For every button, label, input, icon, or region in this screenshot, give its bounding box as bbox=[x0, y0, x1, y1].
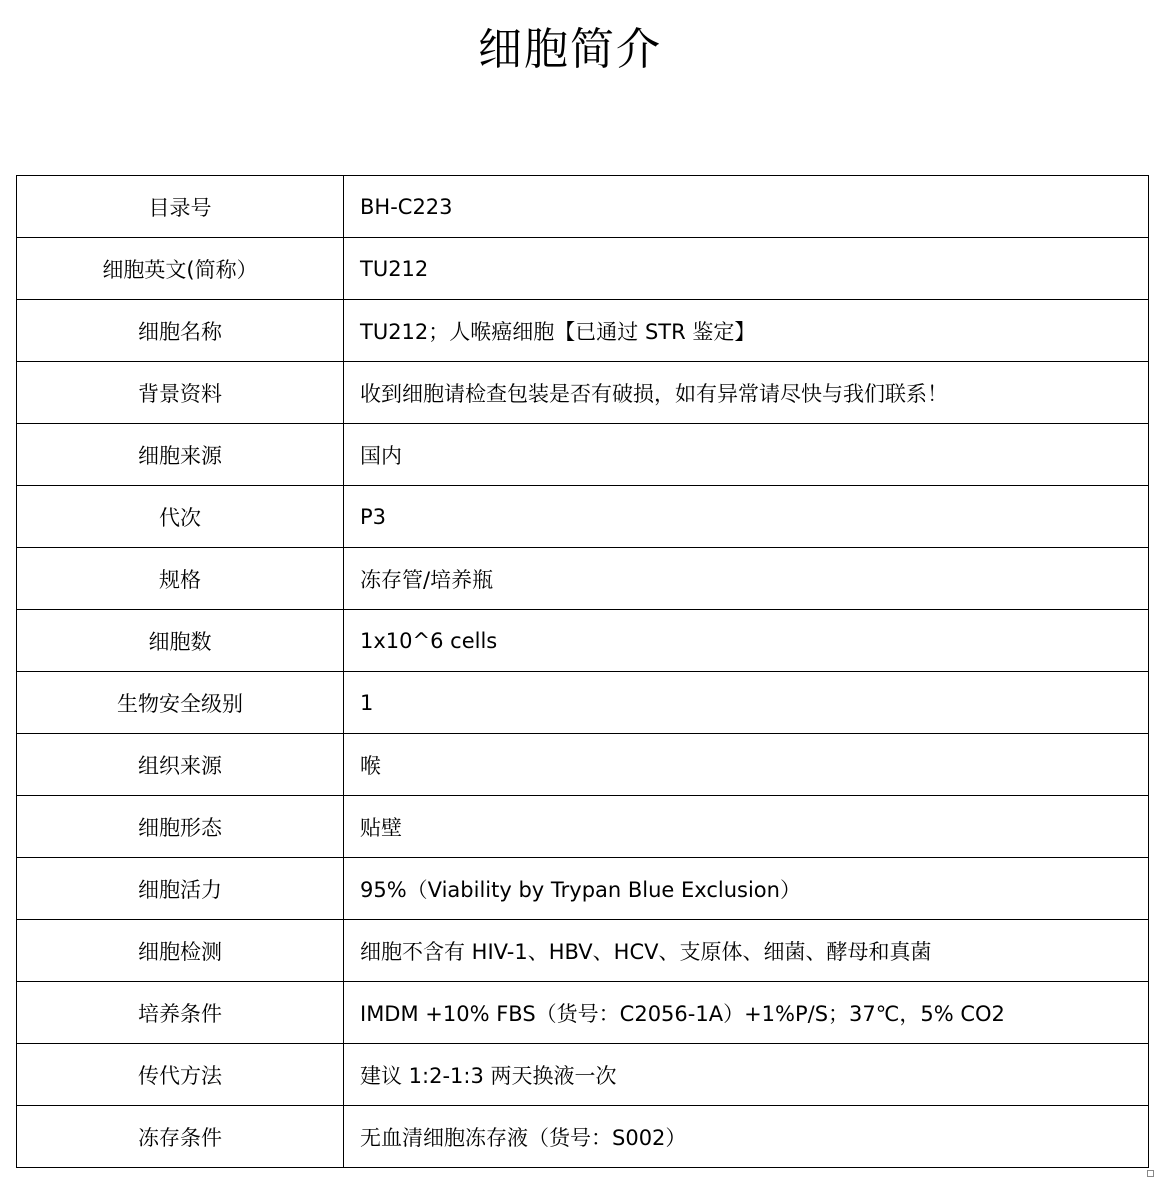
row-label: 细胞形态 bbox=[17, 796, 344, 858]
table-row-english-name bbox=[17, 238, 1149, 300]
page-title: 细胞简介 bbox=[478, 24, 662, 75]
table-row-viability bbox=[17, 858, 1149, 920]
cell-info-table bbox=[16, 175, 1149, 1168]
row-label: 细胞数 bbox=[17, 610, 344, 672]
row-value: 喉 bbox=[344, 734, 1149, 796]
row-value: BH-C223 bbox=[344, 176, 1149, 238]
row-label: 细胞英文(简称） bbox=[17, 238, 344, 300]
row-value: 建议 1:2-1:3 两天换液一次 bbox=[344, 1044, 1149, 1106]
table-resize-handle[interactable] bbox=[1147, 1170, 1154, 1177]
table-row-passage bbox=[17, 486, 1149, 548]
table-row-catalog-number bbox=[17, 176, 1149, 238]
table-row-morphology bbox=[17, 796, 1149, 858]
row-label: 培养条件 bbox=[17, 982, 344, 1044]
row-value: IMDM +10% FBS（货号：C2056-1A）+1%P/S；37℃，5% CO2 bbox=[344, 982, 1149, 1044]
row-label: 组织来源 bbox=[17, 734, 344, 796]
row-label: 目录号 bbox=[17, 176, 344, 238]
row-value: 无血清细胞冻存液（货号：S002） bbox=[344, 1106, 1149, 1168]
table-row-cell-name bbox=[17, 300, 1149, 362]
row-value: P3 bbox=[344, 486, 1149, 548]
row-value: 国内 bbox=[344, 424, 1149, 486]
row-label: 生物安全级别 bbox=[17, 672, 344, 734]
row-value: 收到细胞请检查包装是否有破损，如有异常请尽快与我们联系！ bbox=[344, 362, 1149, 424]
table-row-culture-conditions bbox=[17, 982, 1149, 1044]
row-value: 贴壁 bbox=[344, 796, 1149, 858]
row-label: 细胞活力 bbox=[17, 858, 344, 920]
row-label: 细胞检测 bbox=[17, 920, 344, 982]
table-row-tissue-source bbox=[17, 734, 1149, 796]
table-row-freezing-conditions bbox=[17, 1106, 1149, 1168]
row-label: 背景资料 bbox=[17, 362, 344, 424]
row-label: 代次 bbox=[17, 486, 344, 548]
row-label: 冻存条件 bbox=[17, 1106, 344, 1168]
row-value: 细胞不含有 HIV-1、HBV、HCV、支原体、细菌、酵母和真菌 bbox=[344, 920, 1149, 982]
table-row-passage-method bbox=[17, 1044, 1149, 1106]
table-row-cell-count bbox=[17, 610, 1149, 672]
row-value: 95%（Viability by Trypan Blue Exclusion） bbox=[344, 858, 1149, 920]
row-value: TU212 bbox=[344, 238, 1149, 300]
row-value: TU212；人喉癌细胞【已通过 STR 鉴定】 bbox=[344, 300, 1149, 362]
table-row-cell-testing bbox=[17, 920, 1149, 982]
row-value: 冻存管/培养瓶 bbox=[344, 548, 1149, 610]
row-value: 1x10^6 cells bbox=[344, 610, 1149, 672]
table-row-cell-source bbox=[17, 424, 1149, 486]
table-row-background bbox=[17, 362, 1149, 424]
row-label: 细胞名称 bbox=[17, 300, 344, 362]
row-label: 规格 bbox=[17, 548, 344, 610]
table-row-specification bbox=[17, 548, 1149, 610]
row-value: 1 bbox=[344, 672, 1149, 734]
row-label: 细胞来源 bbox=[17, 424, 344, 486]
table-row-biosafety-level bbox=[17, 672, 1149, 734]
row-label: 传代方法 bbox=[17, 1044, 344, 1106]
